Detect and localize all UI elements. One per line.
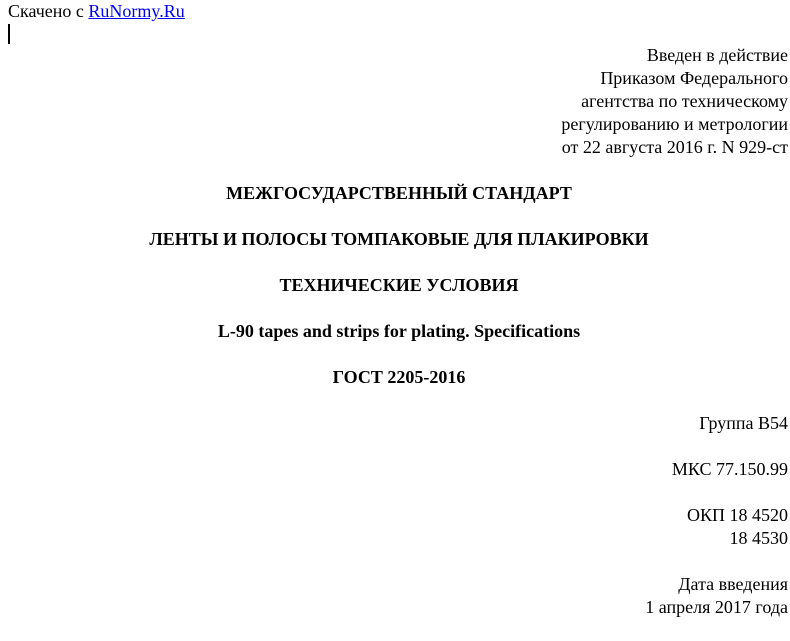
standard-type-heading: МЕЖГОСУДАРСТВЕННЫЙ СТАНДАРТ [226,183,572,203]
approval-line: регулированию и метрологии [561,114,788,134]
intro-date-block [645,573,788,619]
approval-line: Введен в действие [646,45,788,65]
okp-line: 18 4530 [729,528,788,548]
text-cursor [8,24,10,44]
source-line [8,0,185,23]
intro-date-label: Дата введения [678,574,788,594]
source-link[interactable]: RuNormy.Ru [88,1,185,21]
document-subtitle: ТЕХНИЧЕСКИЕ УСЛОВИЯ [279,275,519,295]
approval-block [561,44,788,159]
okp-line: ОКП 18 4520 [686,505,788,525]
gost-code: ГОСТ 2205-2016 [332,367,466,387]
source-prefix: Скачено с [8,1,84,21]
okp-block [687,504,788,550]
group-block [699,412,788,435]
group-label: Группа В54 [699,413,788,433]
mks-block [672,458,788,481]
approval-line: Приказом Федерального [600,68,788,88]
approval-line: агентства по техническому [581,91,788,111]
approval-line: от 22 августа 2016 г. N 929-ст [561,137,788,157]
english-title: L-90 tapes and strips for plating. Specifications [217,321,581,341]
mks-label: МКС 77.150.99 [671,459,788,479]
intro-date-value: 1 апреля 2017 года [645,597,788,617]
document-title: ЛЕНТЫ И ПОЛОСЫ ТОМПАКОВЫЕ ДЛЯ ПЛАКИРОВКИ [149,229,649,249]
